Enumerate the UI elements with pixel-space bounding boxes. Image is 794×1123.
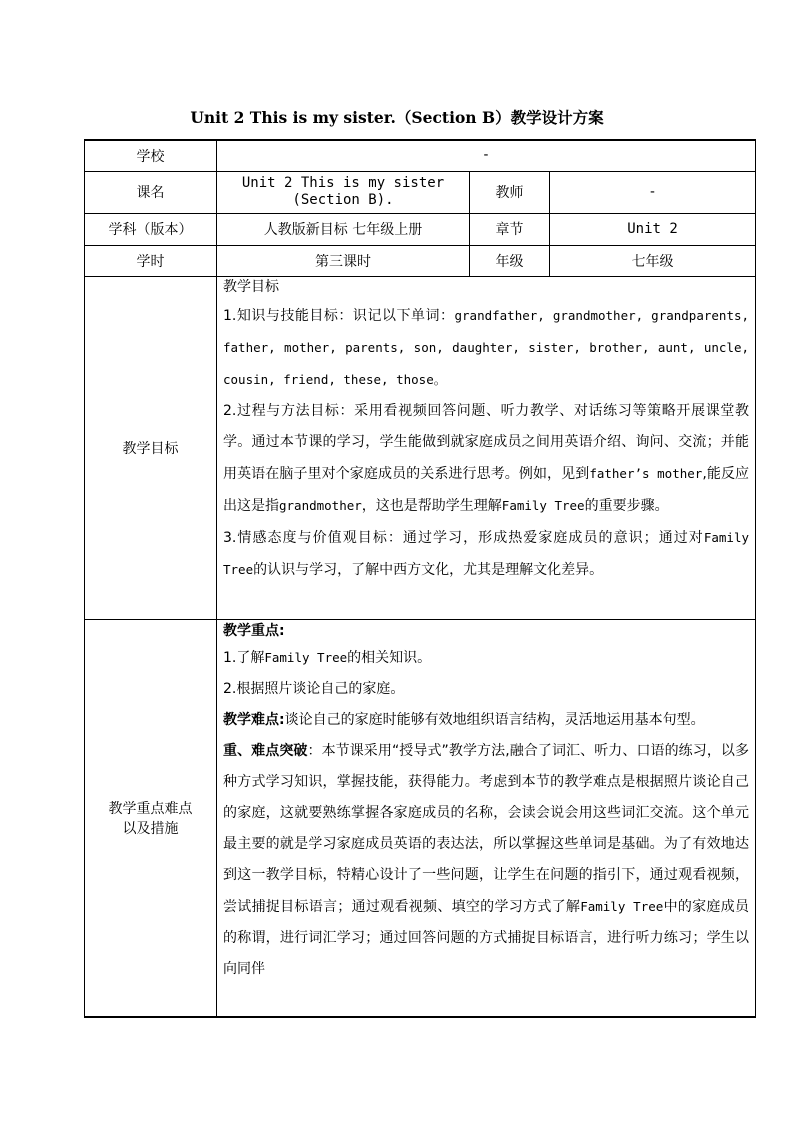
- grade-value: 七年级: [550, 245, 756, 276]
- objectives-heading: 教学目标: [223, 278, 279, 295]
- breakthrough-text-a: ：本节课采用“授导式”教学方法,融合了词汇、听力、口语的练习，以多种方式学习知识，掌握技能，获得能力。考虑到本节的教学难点是根据照片谈论自己的家庭，这就要熟练掌握各家庭成员的名称，会读会说会用这些词汇交流。这个单元最主要的就是学习家庭成员英语的表达法，所以掌握这些单词是基础。为了有效地达到这一教学目标，特精心设计了一些问题，让学生在问题的指引下，通过观看视频，尝试捕捉目标语言；通过观看视频、填空的学习方式了解: [223, 742, 750, 915]
- objective-attitude-text-a: 3.情感态度与价值观目标：通过学习，形成热爱家庭成员的意识；通过对: [223, 529, 704, 546]
- difficulty-paragraph: [223, 705, 749, 736]
- course-label: 课名: [85, 171, 217, 213]
- row-objectives: [85, 276, 756, 619]
- objective-process-text-d: 的重要步骤。: [584, 497, 669, 514]
- school-label: 学校: [85, 140, 217, 171]
- objective-vocabulary-list: grandfather, grandmother, grandparents, father, mother, parents, son, daughter, sister, brother, aunt, uncle, cousin, friend, these, those。: [223, 307, 750, 387]
- objective-attitude: [223, 522, 749, 586]
- objective-attitude-text-b: 的认识与学习，了解中西方文化，尤其是理解文化差异。: [253, 561, 604, 578]
- focus-label: 教学重点:: [223, 622, 285, 639]
- course-value-line1: Unit 2 This is my sister: [241, 175, 445, 191]
- focus-item-1: [223, 642, 749, 674]
- document-title: Unit 2 This is my sister.（Section B）教学设计方案: [190, 108, 604, 127]
- focus-item-1-suffix: 的相关知识。: [347, 649, 432, 666]
- key-points-label-line2: 以及措施: [122, 820, 179, 837]
- chapter-value: Unit 2: [550, 213, 756, 245]
- objective-knowledge-prefix: 1.知识与技能目标：识记以下单词：: [223, 307, 455, 324]
- breakthrough-paragraph: [223, 736, 749, 985]
- breakthrough-label: 重、难点突破: [223, 742, 308, 759]
- row-subject: [85, 213, 756, 245]
- objective-attitude-en: Family Tree: [223, 529, 750, 577]
- school-value: -: [217, 140, 756, 171]
- objective-process: [223, 396, 749, 522]
- course-value: [217, 171, 470, 213]
- objective-process-text-c: ，这也是帮助学生理解: [361, 497, 502, 514]
- hours-label: 学时: [85, 245, 217, 276]
- objective-process-text-b: ,能反应出这是指: [223, 465, 750, 514]
- difficulty-text: 谈论自己的家庭时能够有效地组织语言结构，灵活地运用基本句型。: [284, 711, 705, 728]
- course-value-line2: (Section B).: [292, 192, 394, 208]
- lesson-plan-table: [84, 139, 756, 1018]
- key-points-label-line1: 教学重点难点: [108, 800, 193, 817]
- objective-process-text-a: 2.过程与方法目标：采用看视频回答问题、听力教学、对话练习等策略开展课堂教学。通过本节课的学习，学生能做到就家庭成员之间用英语介绍、询问、交流；并能用英语在脑子里对个家庭成员的关系进行思考。例如，见到: [223, 402, 750, 482]
- teacher-label: 教师: [470, 171, 550, 213]
- objectives-content: [217, 276, 756, 619]
- focus-heading: [223, 620, 749, 642]
- row-key-points: [85, 619, 756, 1017]
- breakthrough-en: Family Tree: [580, 898, 664, 914]
- focus-item-1-prefix: 1.了解: [223, 649, 265, 666]
- difficulty-label: 教学难点:: [223, 711, 285, 728]
- key-points-label: [85, 619, 217, 1017]
- row-hours: [85, 245, 756, 276]
- objective-process-en-2: grandmother: [279, 497, 362, 513]
- objective-process-en-3: Family Tree: [501, 497, 585, 513]
- breakthrough-text-b: 中的家庭成员的称谓，进行词汇学习；通过回答问题的方式捕捉目标语言，进行听力练习；学生以向同伴: [223, 898, 750, 977]
- key-points-content: [217, 619, 756, 1017]
- hours-value: 第三课时: [217, 245, 470, 276]
- subject-value: 人教版新目标 七年级上册: [217, 213, 470, 245]
- row-course: [85, 171, 756, 213]
- objectives-label: 教学目标: [85, 276, 217, 619]
- focus-item-2: 2.根据照片谈论自己的家庭。: [223, 680, 405, 697]
- subject-label: 学科（版本）: [85, 213, 217, 245]
- objective-knowledge: [223, 300, 749, 396]
- focus-item-1-en: Family Tree: [264, 649, 348, 665]
- objective-process-en-1: father’s mother: [589, 465, 703, 481]
- row-school: [85, 140, 756, 171]
- grade-label: 年级: [470, 245, 550, 276]
- teacher-value: -: [550, 171, 756, 213]
- chapter-label: 章节: [470, 213, 550, 245]
